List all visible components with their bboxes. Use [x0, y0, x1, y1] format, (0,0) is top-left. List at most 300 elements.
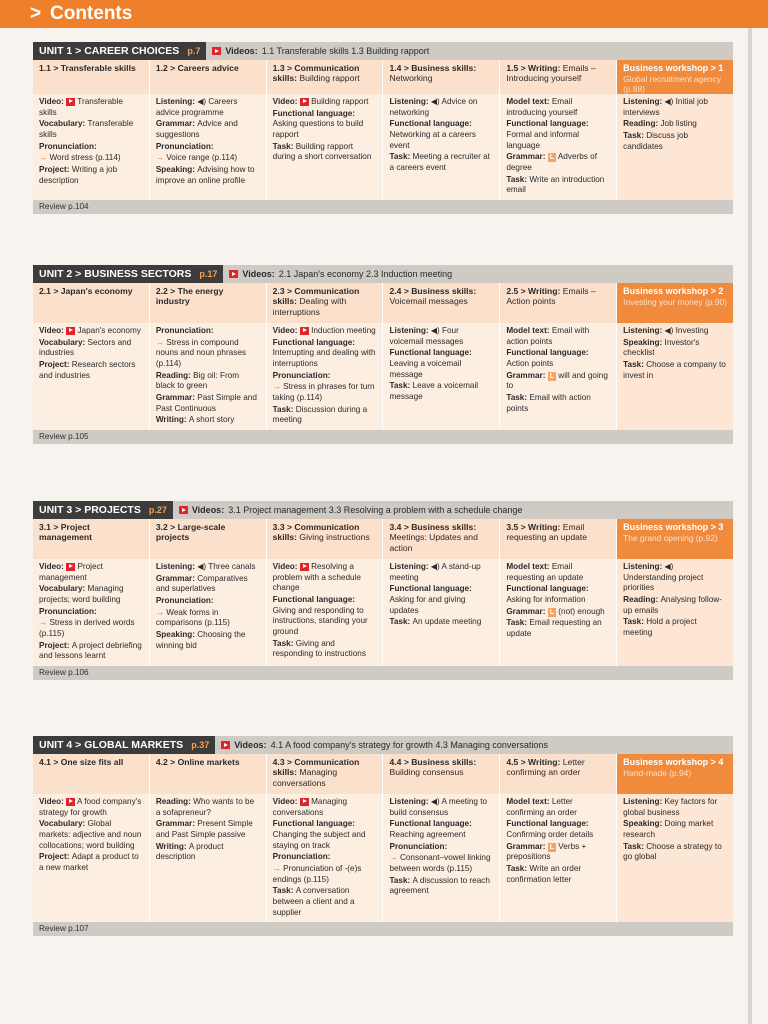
lesson-title: 1.5 > Writing: [506, 63, 561, 73]
item-label: Functional language: [506, 119, 589, 129]
videos-label: Videos: [234, 740, 267, 750]
item-text: Write an order confirmation letter [506, 863, 582, 884]
lesson-heading[interactable] [150, 754, 266, 794]
arrow-right-icon: → [39, 618, 50, 628]
item-label: Pronunciation: [155, 326, 214, 335]
lesson-column [150, 60, 267, 200]
lesson-column [33, 754, 150, 922]
lesson-item [39, 607, 143, 618]
lesson-item [273, 109, 377, 141]
lesson-item [39, 360, 143, 381]
lesson-item [39, 641, 143, 662]
speaker-icon: ◀) [197, 562, 207, 571]
video-icon [179, 506, 188, 514]
lesson-column [500, 60, 617, 200]
lesson-title: 1.4 > Business skills: [389, 63, 477, 73]
lesson-item [156, 165, 260, 186]
business-workshop-column [617, 283, 733, 430]
lesson-column [33, 283, 150, 430]
lesson-item [623, 617, 727, 638]
lesson-heading[interactable] [150, 519, 266, 559]
lesson-heading[interactable] [150, 283, 266, 323]
review-link[interactable]: Review p.107 [33, 922, 733, 936]
video-icon [300, 327, 309, 335]
video-icon [66, 798, 75, 806]
item-text: Interrupting and dealing with interruptions [272, 348, 376, 368]
item-label: Vocabulary: [39, 819, 88, 829]
lesson-title: 3.1 > Project management [39, 522, 93, 543]
video-icon [300, 798, 309, 806]
item-text: Letter confirming an order [506, 797, 577, 817]
lesson-title: 2.1 > Japan's economy [39, 286, 133, 296]
item-text: Stress in phrases for turn taking (p.114) [272, 382, 375, 402]
lesson-content [500, 794, 616, 922]
lesson-content [267, 94, 383, 200]
lesson-item [273, 852, 377, 863]
lesson-title: 1.3 > Communication skills: [272, 63, 360, 84]
item-label: Functional language: [506, 348, 589, 358]
video-icon [221, 741, 230, 749]
lesson-item [506, 348, 610, 369]
lesson-item [506, 97, 610, 118]
lesson-heading[interactable] [267, 754, 383, 794]
item-label: Functional language: [506, 584, 589, 594]
lesson-subtitle: Meetings: Updates and action [389, 532, 478, 553]
lesson-item [156, 153, 260, 164]
item-label: Reading: [623, 119, 661, 129]
lesson-item [389, 842, 493, 853]
lesson-heading[interactable] [617, 60, 733, 94]
item-text: A project debriefing and lessons learnt [39, 640, 142, 661]
lesson-item [389, 97, 493, 118]
lesson-item [156, 393, 260, 414]
videos-strip [173, 501, 733, 519]
item-label: Pronunciation: [155, 141, 214, 151]
item-label: Listening: [623, 562, 665, 571]
speaker-icon: ◀) [430, 326, 440, 335]
item-text: Job listing [660, 119, 697, 129]
lesson-item [156, 338, 260, 370]
unit-title-text: UNIT 4 > GLOBAL MARKETS [39, 739, 184, 751]
lesson-item [506, 797, 610, 818]
lesson-content [150, 323, 266, 430]
item-label: Pronunciation: [39, 606, 97, 616]
lesson-content [617, 94, 733, 200]
item-text: Adapt a product to a new market [39, 852, 139, 872]
videos-list[interactable]: 4.1 A food company's strategy for growth 4.3 Managing conversations [270, 740, 548, 750]
lesson-item [156, 596, 260, 607]
lesson-item [156, 371, 260, 392]
lesson-content [150, 559, 266, 666]
lesson-item [623, 338, 727, 359]
lesson-grid [33, 754, 733, 922]
workshop-subtitle: Hand-made (p.94) [623, 767, 692, 778]
item-label: Task: [389, 875, 413, 885]
lesson-content [150, 794, 266, 922]
lesson-item [39, 584, 143, 605]
item-label: Reading: [623, 594, 661, 604]
lesson-heading[interactable] [500, 283, 616, 323]
lesson-title: 4.4 > Business skills: [389, 757, 477, 767]
item-text: Four voicemail messages [389, 326, 464, 346]
item-text: Doing market research [623, 819, 714, 839]
lesson-item [39, 618, 143, 639]
page-edge [748, 28, 752, 1024]
video-icon [66, 563, 75, 571]
item-label: Task: [506, 618, 530, 628]
item-text: Email introducing yourself [506, 97, 578, 117]
workshop-subtitle: Global recruitment agency (p.88) [623, 73, 721, 94]
item-text: Careers advice programme [155, 97, 238, 117]
item-text: (not) enough [558, 606, 605, 616]
lesson-column [383, 519, 500, 666]
item-label: Task: [272, 886, 296, 896]
item-label: Task: [623, 130, 647, 140]
lesson-content [33, 794, 149, 922]
lesson-content [33, 94, 149, 200]
lesson-item [623, 326, 727, 337]
item-text: Verbs + prepositions [506, 841, 587, 862]
workshop-title: Business workshop > 1 [623, 63, 724, 73]
item-text: Research sectors and industries [39, 359, 136, 380]
page-title: Contents [50, 3, 133, 24]
lesson-title: 4.2 > Online markets [155, 757, 240, 767]
lesson-heading[interactable] [33, 519, 149, 559]
item-label: Writing: [155, 415, 189, 425]
speaker-icon: ◀) [197, 97, 207, 106]
lesson-item [623, 819, 727, 840]
lesson-item [156, 562, 260, 573]
videos-label: Videos: [225, 46, 258, 56]
lesson-heading[interactable] [33, 283, 149, 323]
item-label: Vocabulary: [39, 584, 88, 594]
unit-page-ref[interactable]: p.37 [191, 740, 210, 750]
item-label: Project: [39, 164, 72, 174]
lesson-item [389, 876, 493, 897]
videos-label: Videos: [191, 505, 225, 515]
lesson-heading[interactable] [500, 60, 616, 94]
lesson-item [389, 584, 493, 616]
lesson-title: 2.5 > Writing: [506, 286, 561, 296]
item-label: Project: [39, 852, 72, 862]
grammar-reference-icon: L [549, 608, 555, 616]
unit-block [33, 736, 733, 936]
item-text: Leave a voicemail message [389, 381, 479, 401]
arrow-right-icon: → [389, 853, 400, 863]
lesson-content [33, 559, 149, 666]
lesson-content [383, 559, 499, 666]
unit-header [33, 501, 733, 519]
item-text: will and going to [506, 370, 608, 391]
item-text: Who wants to be a sofapreneur? [155, 797, 255, 817]
item-label: Pronunciation: [389, 841, 448, 851]
lesson-heading[interactable] [383, 754, 499, 794]
unit-title[interactable] [33, 42, 206, 60]
item-text: An update meeting [412, 617, 482, 627]
item-label: Project: [39, 359, 72, 369]
lesson-content [383, 94, 499, 200]
lesson-column [150, 283, 267, 430]
lesson-heading[interactable] [500, 519, 616, 559]
video-icon [66, 327, 75, 335]
item-label: Functional language: [389, 119, 472, 129]
lesson-item [389, 381, 493, 402]
unit-block [33, 265, 733, 444]
lesson-content [267, 794, 383, 922]
lesson-item [273, 142, 377, 163]
lesson-heading[interactable] [383, 519, 499, 559]
item-label: Speaking: [623, 819, 665, 829]
item-text: Consonant–vowel linking between words (p.115) [389, 853, 491, 873]
lesson-item [506, 393, 610, 414]
unit-page-ref[interactable]: p.27 [148, 505, 167, 515]
lesson-content [150, 94, 266, 200]
item-text: Present Simple and Past Simple passive [155, 819, 253, 839]
unit-title[interactable] [33, 501, 173, 519]
item-text: Comparatives and superlatives [155, 573, 248, 594]
video-icon [66, 98, 75, 106]
lesson-grid [33, 519, 733, 666]
item-label: Speaking: [623, 337, 665, 347]
arrow-right-icon: → [272, 382, 284, 392]
lesson-column [150, 519, 267, 666]
lesson-title: 2.4 > Business skills: [389, 286, 477, 296]
lesson-item [623, 131, 727, 152]
lesson-item [389, 119, 493, 151]
item-label: Task: [506, 863, 530, 873]
item-text: Choose a strategy to go global [623, 841, 722, 862]
unit-title[interactable] [33, 736, 215, 754]
item-label: Grammar: [506, 606, 548, 616]
review-link[interactable]: Review p.106 [33, 666, 733, 680]
business-workshop-column [617, 60, 733, 200]
item-text: Global markets: adjective and noun collocations; word building [39, 819, 142, 850]
item-text: Transferable skills [39, 119, 134, 139]
speaker-icon: ◀) [664, 562, 674, 571]
item-label: Functional language: [272, 337, 355, 347]
lesson-subtitle: Dealing with interruptions [272, 296, 347, 317]
item-label: Functional language: [272, 594, 355, 604]
item-text: Email requesting an update [506, 562, 584, 582]
item-label: Video: [39, 797, 67, 806]
lesson-item [273, 864, 377, 885]
item-text: Big oil: From black to green [155, 370, 240, 391]
item-label: Task: [272, 404, 296, 414]
item-text: Adverbs of degree [506, 152, 597, 172]
item-label: Pronunciation: [272, 370, 331, 380]
unit-block [33, 501, 733, 680]
item-text: Changing the subject and staying on track [272, 829, 366, 850]
grammar-reference-icon: L [549, 843, 555, 851]
lesson-column [267, 519, 384, 666]
lesson-item [39, 797, 143, 818]
item-text: A conversation between a client and a supplier [272, 886, 355, 917]
lesson-heading[interactable] [267, 519, 383, 559]
lesson-item [273, 371, 377, 382]
lesson-item [389, 326, 493, 347]
grammar-reference-icon: L [549, 372, 555, 380]
item-label: Task: [623, 617, 647, 627]
lesson-item [156, 574, 260, 595]
item-label: Model text: [506, 562, 552, 571]
lesson-item [39, 562, 143, 583]
unit-page-ref[interactable]: p.7 [187, 46, 201, 56]
item-label: Grammar: [155, 573, 198, 583]
video-icon [212, 47, 221, 55]
item-label: Vocabulary: [39, 119, 88, 129]
item-text: A short story [188, 415, 235, 425]
item-text: Building rapport during a short conversation [272, 141, 372, 162]
item-text: Stress in derived words (p.115) [39, 618, 135, 638]
item-text: Write an introduction email [506, 174, 605, 195]
item-text: Choosing the winning bid [155, 629, 246, 650]
item-label: Listening: [623, 326, 665, 335]
item-text: Resolving a problem with a schedule change [272, 562, 361, 593]
item-text: Action points [506, 358, 554, 368]
lesson-subtitle: Letter confirming an order [506, 757, 585, 778]
lesson-column [150, 754, 267, 922]
lesson-item [389, 562, 493, 583]
item-text: Word stress (p.114) [49, 153, 121, 163]
lesson-item [623, 97, 727, 118]
item-label: Listening: [389, 562, 431, 571]
lesson-item [623, 562, 727, 594]
item-text: Key factors for global business [623, 797, 718, 817]
videos-list[interactable]: 3.1 Project management 3.3 Resolving a problem with a schedule change [228, 505, 523, 515]
lesson-item [506, 119, 610, 151]
lesson-heading[interactable] [33, 754, 149, 794]
unit-title-text: UNIT 2 > BUSINESS SECTORS [39, 268, 192, 280]
lesson-content [33, 323, 149, 430]
lesson-item [156, 842, 260, 863]
lesson-content [617, 794, 733, 922]
lesson-column [267, 754, 384, 922]
review-link[interactable]: Review p.104 [33, 200, 733, 214]
lesson-column [383, 283, 500, 430]
speaker-icon: ◀) [430, 562, 440, 571]
lesson-item [39, 142, 143, 153]
review-link[interactable]: Review p.105 [33, 430, 733, 444]
item-label: Video: [39, 97, 67, 106]
item-label: Listening: [155, 97, 198, 106]
item-text: Discuss job candidates [623, 130, 689, 151]
item-text: Advice on networking [389, 97, 478, 117]
lesson-grid [33, 60, 733, 200]
lesson-heading[interactable] [33, 60, 149, 94]
lesson-heading[interactable] [617, 754, 733, 794]
speaker-icon: ◀) [664, 97, 674, 106]
item-text: Understanding project priorities [623, 572, 704, 593]
lesson-heading[interactable] [617, 519, 733, 559]
item-label: Task: [389, 381, 413, 391]
item-label: Listening: [155, 562, 198, 571]
item-text: Voice range (p.114) [166, 153, 238, 163]
item-label: Model text: [506, 326, 552, 335]
lesson-column [500, 519, 617, 666]
item-text: Past Simple and Past Continuous [155, 392, 257, 413]
item-label: Functional language: [389, 584, 472, 594]
lesson-title: 3.2 > Large-scale projects [155, 522, 226, 543]
item-text: Asking for and giving updates [389, 594, 466, 615]
item-label: Grammar: [506, 841, 548, 851]
lesson-heading[interactable] [267, 283, 383, 323]
item-text: Email requesting an update [506, 618, 602, 638]
lesson-item [156, 819, 260, 840]
lesson-heading[interactable] [500, 754, 616, 794]
lesson-item [389, 797, 493, 818]
item-label: Speaking: [155, 164, 198, 174]
lesson-title: 4.1 > One size fits all [39, 757, 124, 767]
item-text: Pronunciation of -(e)s endings (p.115) [272, 863, 362, 884]
workshop-title: Business workshop > 4 [623, 757, 724, 767]
item-label: Task: [506, 174, 530, 184]
lesson-title: 4.5 > Writing: [506, 757, 561, 767]
lesson-item [506, 607, 610, 618]
lesson-title: 1.2 > Careers advice [155, 63, 239, 73]
videos-label: Videos: [242, 269, 275, 279]
item-label: Video: [39, 326, 67, 335]
lesson-column [267, 283, 384, 430]
lesson-heading[interactable] [383, 283, 499, 323]
unit-title-text: UNIT 1 > CAREER CHOICES [39, 45, 180, 57]
item-text: Weak forms in comparisons (p.115) [155, 607, 230, 628]
item-label: Functional language: [389, 819, 472, 829]
lesson-item [506, 152, 610, 173]
lesson-heading[interactable] [150, 60, 266, 94]
lesson-subtitle: Voicemail messages [389, 296, 468, 307]
item-text: Japan's economy [77, 326, 141, 335]
lesson-subtitle: Emails – Action points [506, 286, 596, 307]
videos-list[interactable]: 1.1 Transferable skills 1.3 Building rapport [261, 46, 430, 56]
workshop-title: Business workshop > 2 [623, 286, 724, 296]
videos-list[interactable]: 2.1 Japan's economy 2.3 Induction meeting [278, 269, 453, 279]
lesson-item [389, 617, 493, 628]
lesson-heading[interactable] [383, 60, 499, 94]
lesson-item [506, 819, 610, 840]
lesson-item [156, 797, 260, 818]
lesson-heading[interactable] [617, 283, 733, 323]
lesson-item [623, 595, 727, 616]
unit-page-ref[interactable]: p.17 [199, 269, 218, 279]
item-text: Building rapport [311, 97, 369, 106]
lesson-column [500, 754, 617, 922]
lesson-item [623, 842, 727, 863]
lesson-column [267, 60, 384, 200]
item-text: Reaching agreement [389, 829, 466, 839]
lesson-grid [33, 283, 733, 430]
lesson-content [500, 323, 616, 430]
unit-header [33, 42, 733, 60]
lesson-subtitle: Building consensus [389, 767, 464, 778]
video-icon [300, 563, 309, 571]
lesson-content [617, 559, 733, 666]
lesson-item [506, 842, 610, 863]
item-label: Listening: [389, 797, 431, 806]
item-text: Investing [675, 326, 709, 335]
item-label: Task: [272, 141, 296, 151]
videos-strip [223, 265, 733, 283]
lesson-column [500, 283, 617, 430]
lesson-column [33, 519, 150, 666]
item-text: Asking questions to build rapport [272, 119, 364, 139]
item-label: Listening: [389, 326, 431, 335]
lesson-column [383, 60, 500, 200]
item-text: Investor's checklist [623, 337, 700, 358]
unit-title[interactable] [33, 265, 223, 283]
lesson-heading[interactable] [267, 60, 383, 94]
lesson-item [156, 97, 260, 118]
item-text: A meeting to build consensus [389, 797, 488, 817]
